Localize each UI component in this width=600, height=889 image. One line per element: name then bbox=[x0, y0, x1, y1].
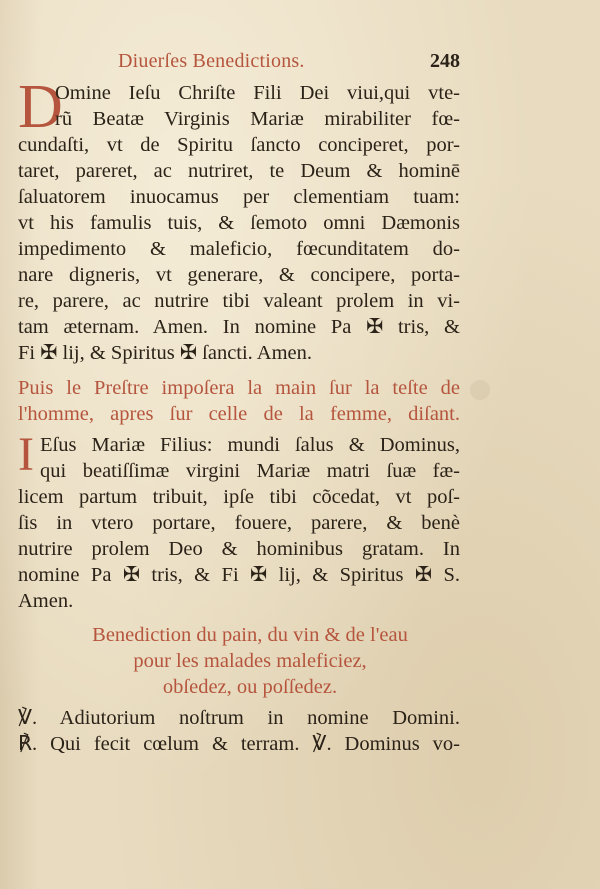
text-line: cundaſti, vt de Spiritu ſancto conciperet, por- bbox=[18, 134, 460, 156]
section-heading bbox=[40, 622, 460, 700]
heading-line: pour les malades maleficiez, bbox=[133, 650, 367, 672]
text-line: ſaluatorem inuocamus per clementiam tuam: bbox=[18, 186, 460, 208]
text-line: nare digneris, vt generare, & concipere, porta- bbox=[18, 264, 460, 286]
versicle-response bbox=[18, 705, 460, 757]
paper-stain bbox=[470, 380, 490, 400]
drop-cap-initial: I bbox=[18, 428, 34, 481]
text-line: nutrire prolem Deo & hominibus gratam. In bbox=[18, 538, 460, 560]
page-number: 248 bbox=[430, 50, 460, 72]
drop-cap-initial: D bbox=[18, 73, 63, 141]
text-line: taret, pareret, ac nutriret, te Deum & hominē bbox=[18, 160, 460, 182]
text-line: Omine Ieſu Chriſte Fili Dei viui,qui vte- bbox=[55, 82, 460, 104]
rubric-instruction bbox=[18, 375, 460, 427]
text-line: Amen. bbox=[18, 590, 74, 612]
text-line: Fi ✠ lij, & Spiritus ✠ ſancti. Amen. bbox=[18, 342, 313, 364]
text-line: Eſus Mariæ Filius: mundi ſalus & Dominus, bbox=[40, 434, 460, 456]
page-header bbox=[118, 50, 460, 72]
prayer-paragraph-2 bbox=[18, 428, 460, 614]
text-line: ℟. Qui fecit cœlum & terram. ℣. Dominus vo- bbox=[18, 733, 460, 755]
text-line: re, parere, ac nutrire tibi valeant prolem in vi- bbox=[18, 290, 460, 312]
prayer-paragraph-1 bbox=[18, 73, 460, 366]
rubric-line: l'homme, apres ſur celle de la femme, diſant. bbox=[18, 403, 460, 425]
text-line: rũ Beatæ Virginis Mariæ mirabiliter fœ- bbox=[55, 108, 460, 130]
text-line: nomine Pa ✠ tris, & Fi ✠ lij, & Spiritus ✠ S. bbox=[18, 564, 460, 586]
heading-line: obſedez, ou poſſedez. bbox=[162, 676, 338, 698]
text-line: ℣. Adiutorium noſtrum in nomine Domini. bbox=[18, 707, 460, 729]
text-line: qui beatiſſimæ virgini Mariæ matri ſuæ fæ- bbox=[40, 460, 460, 482]
text-line: licem partum tribuit, ipſe tibi cõcedat, vt poſ- bbox=[18, 486, 460, 508]
text-line: ſis in vtero portare, fouere, parere, & benè bbox=[18, 512, 460, 534]
running-title: Diuerſes Benedictions. bbox=[118, 50, 305, 72]
text-line: vt his famulis tuis, & ſemoto omni Dæmonis bbox=[18, 212, 460, 234]
text-line: impedimento & maleficio, fœcunditatem do- bbox=[18, 238, 460, 260]
text-line: tam æternam. Amen. In nomine Pa ✠ tris, & bbox=[18, 316, 460, 338]
rubric-line: Puis le Preſtre impoſera la main ſur la teſte de bbox=[18, 377, 460, 399]
heading-line: Benediction du pain, du vin & de l'eau bbox=[92, 624, 408, 646]
